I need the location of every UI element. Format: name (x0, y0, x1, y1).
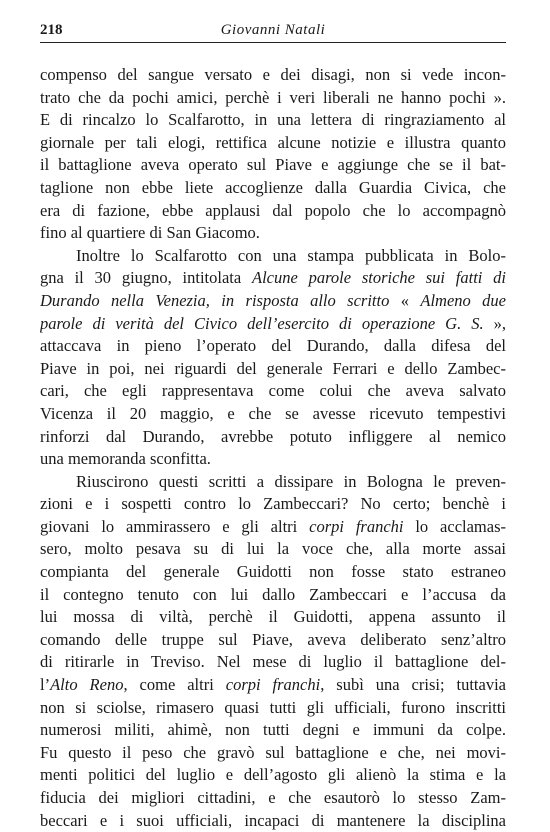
text-segment: era di fazione, ebbe applausi dal popolo che lo accompagnò (40, 200, 506, 220)
body-text (40, 64, 506, 832)
text-line (40, 426, 506, 449)
text-segment: menti politici del luglio e dell’agosto gli alienò la stima e la (40, 765, 506, 785)
text-line (40, 87, 506, 110)
text-line (40, 629, 506, 652)
text-segment: , come altri (123, 675, 226, 695)
page-number: 218 (40, 22, 63, 38)
running-title: Giovanni Natali (220, 22, 326, 38)
text-segment: Piave in poi, nei riguardi del generale Ferrari e dello Zambec- (40, 358, 506, 378)
italic-text: corpi franchi (225, 675, 321, 695)
italic-text: parole di verità del Civico dell’esercito di operazione G. S. (40, 313, 484, 333)
text-segment: , subì una crisi; tuttavia (320, 675, 506, 695)
text-segment: zioni e i sospetti contro lo Zambeccari? No certo; benchè i (40, 494, 506, 514)
text-segment: il contegno tenuto con lui dallo Zambeccari e l’accusa da (40, 584, 506, 604)
text-line (40, 493, 506, 516)
text-segment: Fu questo il peso che gravò sul battaglione e che, nei movi- (40, 742, 506, 762)
text-line (40, 267, 506, 290)
text-segment: compianta del generale Guidotti non fosse stato estraneo (40, 562, 506, 582)
text-segment: E di rincalzo lo Scalfarotto, in una lettera di ringraziamento al (40, 110, 506, 130)
text-line (40, 742, 506, 765)
text-segment: attaccava in pieno l’operato del Durando, dalla difesa del (40, 336, 506, 356)
text-line (40, 290, 506, 313)
text-segment: fino al quartiere di San Giacomo. (40, 223, 260, 243)
text-segment: compenso del sangue versato e dei disagi, non si vede incon- (40, 65, 506, 84)
text-segment: beccari e i suoi ufficiali, incapaci di mantenere la disciplina (40, 810, 506, 830)
text-segment: rinforzi dal Durando, avrebbe potuto infliggere al nemico (40, 426, 506, 446)
text-segment: taglione non ebbe liete accoglienze dalla Guardia Civica, che (40, 177, 506, 197)
italic-text: Durando nella Venezia, in risposta allo scritto (40, 290, 390, 310)
text-line (40, 719, 506, 742)
text-line (40, 313, 506, 336)
text-line (40, 358, 506, 381)
text-segment: lo acclamas- (403, 516, 506, 536)
text-segment: « (389, 290, 421, 310)
text-segment: giornale per tali elogi, rettifica alcune notizie e illustra quanto (40, 132, 506, 152)
text-line (40, 109, 506, 132)
text-line (40, 154, 506, 177)
italic-text: Alcune parole storiche sui fatti di (252, 268, 506, 288)
text-line (40, 380, 506, 403)
text-line (40, 200, 506, 223)
text-line (40, 335, 506, 358)
text-segment: il battaglione aveva operato sul Piave e aggiunge che se il bat- (40, 155, 506, 175)
text-line (40, 245, 506, 268)
italic-text: Alto Reno (50, 675, 124, 695)
italic-text: corpi franchi (309, 516, 404, 536)
text-line (40, 697, 506, 720)
text-segment: sero, molto pesava su di lui la voce che, alla morte assai (40, 539, 506, 559)
text-segment: comando delle truppe sul Piave, aveva deliberato senz’altro (40, 629, 506, 649)
text-line (40, 222, 506, 245)
running-header (40, 20, 506, 43)
text-segment: cari, che egli rappresentava come colui che aveva salvato (40, 381, 506, 401)
text-line (40, 787, 506, 810)
text-segment: fiducia dei migliori cittadini, e che esautorò lo stesso Zam- (40, 788, 506, 807)
text-line (40, 132, 506, 155)
text-segment: Inoltre lo Scalfarotto con una stampa pubblicata in Bolo- (76, 245, 506, 265)
text-line (40, 764, 506, 787)
text-segment: gna il 30 giugno, intitolata (40, 268, 252, 288)
text-line (40, 651, 506, 674)
text-segment: », (483, 313, 506, 333)
text-line (40, 810, 506, 832)
text-segment: giovani lo ammirassero e gli altri (40, 516, 310, 536)
text-segment: numerosi militi, ahimè, non tutti degni e immuni da colpe. (40, 720, 506, 740)
text-line (40, 584, 506, 607)
text-line (40, 674, 506, 697)
text-line (40, 561, 506, 584)
text-segment: l’ (40, 675, 51, 695)
text-segment: una memoranda sconfitta. (40, 449, 211, 469)
text-line (40, 448, 506, 471)
text-segment: lui mossa di viltà, perchè il Guidotti, appena assunto il (40, 607, 506, 627)
text-line (40, 403, 506, 426)
text-segment: non si sciolse, rimasero quasi tutti gli ufficiali, furono inscritti (40, 697, 506, 717)
text-segment: Riuscirono questi scritti a dissipare in Bologna le preven- (76, 471, 506, 491)
text-segment: di ritirarle in Treviso. Nel mese di luglio il battaglione del- (40, 652, 506, 672)
text-line (40, 471, 506, 494)
text-line (40, 606, 506, 629)
text-segment: trato che da pochi amici, perchè i veri liberali ne hanno pochi ». (40, 87, 506, 107)
text-line (40, 177, 506, 200)
text-line (40, 516, 506, 539)
text-segment: Vicenza il 20 maggio, e che se avesse ricevuto tempestivi (40, 403, 506, 423)
text-line (40, 64, 506, 87)
text-line (40, 538, 506, 561)
italic-text: Almeno due (420, 290, 506, 310)
